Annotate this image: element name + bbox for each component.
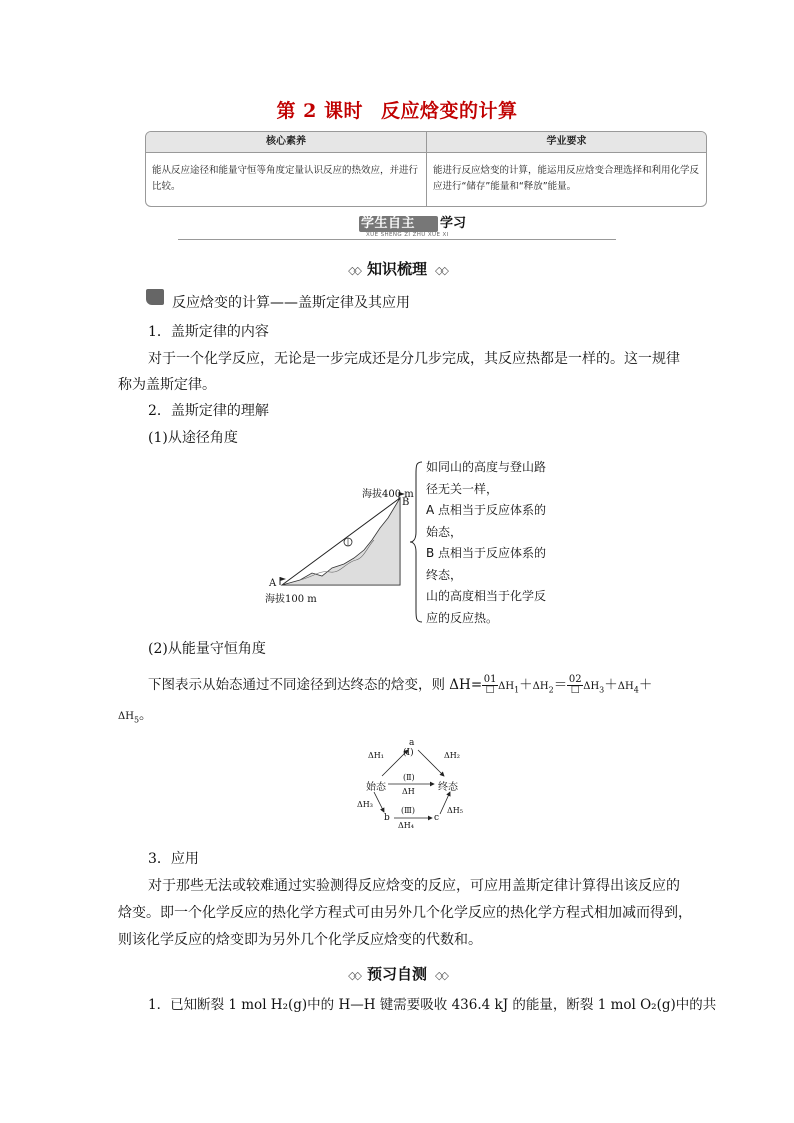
item-3-text-b: 焓变。即一个化学反应的热化学方程式可由另外几个化学反应的热化学方程式相加减而得到， (118, 905, 692, 921)
note-line: 始态， (426, 524, 463, 539)
altitude-bottom-label: 海拔100 m (265, 594, 317, 605)
table-cell-requirements: 能进行反应焓变的计算，能运用反应焓变合理选择和利用化学反应进行“储存”能量和“释放”能量。 (433, 165, 700, 192)
banner-pinyin: XUE SHENG ZI ZHU XUE XI (366, 232, 449, 238)
ornament-left-icon: ◇◇ (348, 969, 359, 982)
formula-lead-text: 下图表示从始态通过不同途径到达终态的焓变，则 ΔH= (148, 677, 483, 693)
hess-formula: 下图表示从始态通过不同途径到达终态的焓变，则 ΔH= $\frac{01}{☐}$ $\Delta H_1+\Delta H_2=$ $\frac{02}{☐}$ $\Delta H_3+\Delta H_4+$ (148, 674, 653, 696)
note-line: 终态， (426, 567, 463, 582)
item-2-heading: 2．盖斯定律的理解 (148, 403, 269, 419)
section-banner (178, 214, 616, 244)
intermediate-a: a (409, 738, 415, 748)
dh-label: ΔH (402, 787, 415, 796)
table-cell-core: 能从反应途径和能量守恒等角度定量认识反应的热效应，并进行比较。 (152, 165, 419, 192)
item-3-heading: 3．应用 (148, 851, 199, 867)
lesson-number: 第 2 课时 (276, 100, 363, 122)
dh3-label: ΔH₃ (357, 800, 373, 809)
item-1-text-a: 对于一个化学反应，无论是一步完成还是分几步完成，其反应热都是一样的。这一规律 (148, 351, 680, 367)
note-line: 径无关一样， (426, 481, 499, 496)
goals-table (145, 131, 707, 207)
mountain-notes (426, 457, 546, 629)
note-line: 如同山的高度与登山路 (426, 460, 547, 474)
route-1-label: (Ⅰ) (403, 748, 414, 758)
section-heading-text: 预习自测 (366, 965, 427, 983)
point-a-label: A (269, 578, 277, 589)
item-1-heading: 1．盖斯定律的内容 (148, 324, 269, 340)
ornament-left-icon: ◇◇ (348, 264, 359, 277)
item-3-text-a: 对于那些无法或较难通过实验测得反应焓变的反应，可应用盖斯定律计算得出该反应的 (148, 878, 680, 894)
item-1-text-b: 称为盖斯定律。 (118, 377, 216, 393)
state-initial: 始态 (366, 782, 386, 793)
state-final: 终态 (438, 782, 458, 793)
point-b-label: B (402, 497, 410, 508)
banner-tail: 学习 (440, 216, 467, 231)
lesson-title (0, 96, 794, 123)
hess-formula-cont: $\Delta H_5$。 (118, 707, 153, 725)
blank-02: $\frac{02}{☐}$ (568, 674, 582, 696)
route-2-label: (Ⅱ) (403, 773, 415, 782)
item-3-text-c: 则该化学反应的焓变即为另外几个化学反应焓变的代数和。 (118, 932, 482, 948)
route-3-label: (Ⅲ) (401, 806, 415, 815)
section-heading-knowledge (0, 258, 794, 279)
topic-marker-icon (146, 289, 164, 305)
ornament-right-icon: ◇◇ (435, 969, 446, 982)
lesson-topic: 反应焓变的计算 (380, 100, 518, 122)
banner-highlight: 学生自主 (361, 216, 416, 231)
section-heading-text: 知识梳理 (366, 260, 427, 278)
note-line: A 点相当于反应体系的 (426, 503, 547, 517)
topic-subtitle: 反应焓变的计算——盖斯定律及其应用 (172, 295, 410, 311)
item-2b-heading: (2)从能量守恒角度 (148, 641, 266, 657)
altitude-top-label: 海拔400 m (362, 489, 414, 500)
dh5-label: ΔH₅ (447, 806, 463, 815)
dh2-label: ΔH₂ (444, 751, 460, 760)
blank-01: $\frac{01}{☐}$ (483, 674, 497, 696)
table-header-requirements: 学业要求 (427, 132, 706, 152)
ornament-right-icon: ◇◇ (435, 264, 446, 277)
question-1: 1．已知断裂 1 mol H₂(g)中的 H—H 键需要吸收 436.4 kJ 的能量，断裂 1 mol O₂(g)中的共 (148, 997, 717, 1013)
note-line: 山的高度相当于化学反 (426, 589, 547, 603)
table-header-core: 核心素养 (146, 132, 427, 152)
section-heading-selftest (0, 963, 794, 984)
intermediate-c: c (434, 813, 440, 823)
note-line: B 点相当于反应体系的 (426, 546, 547, 560)
note-line: 应的反应热。 (426, 610, 499, 625)
item-2a-heading: (1)从途径角度 (148, 430, 238, 446)
dh1-label: ΔH₁ (368, 751, 384, 760)
intermediate-b: b (384, 813, 390, 823)
brace-icon (408, 460, 424, 624)
dh4-label: ΔH₄ (398, 821, 414, 830)
